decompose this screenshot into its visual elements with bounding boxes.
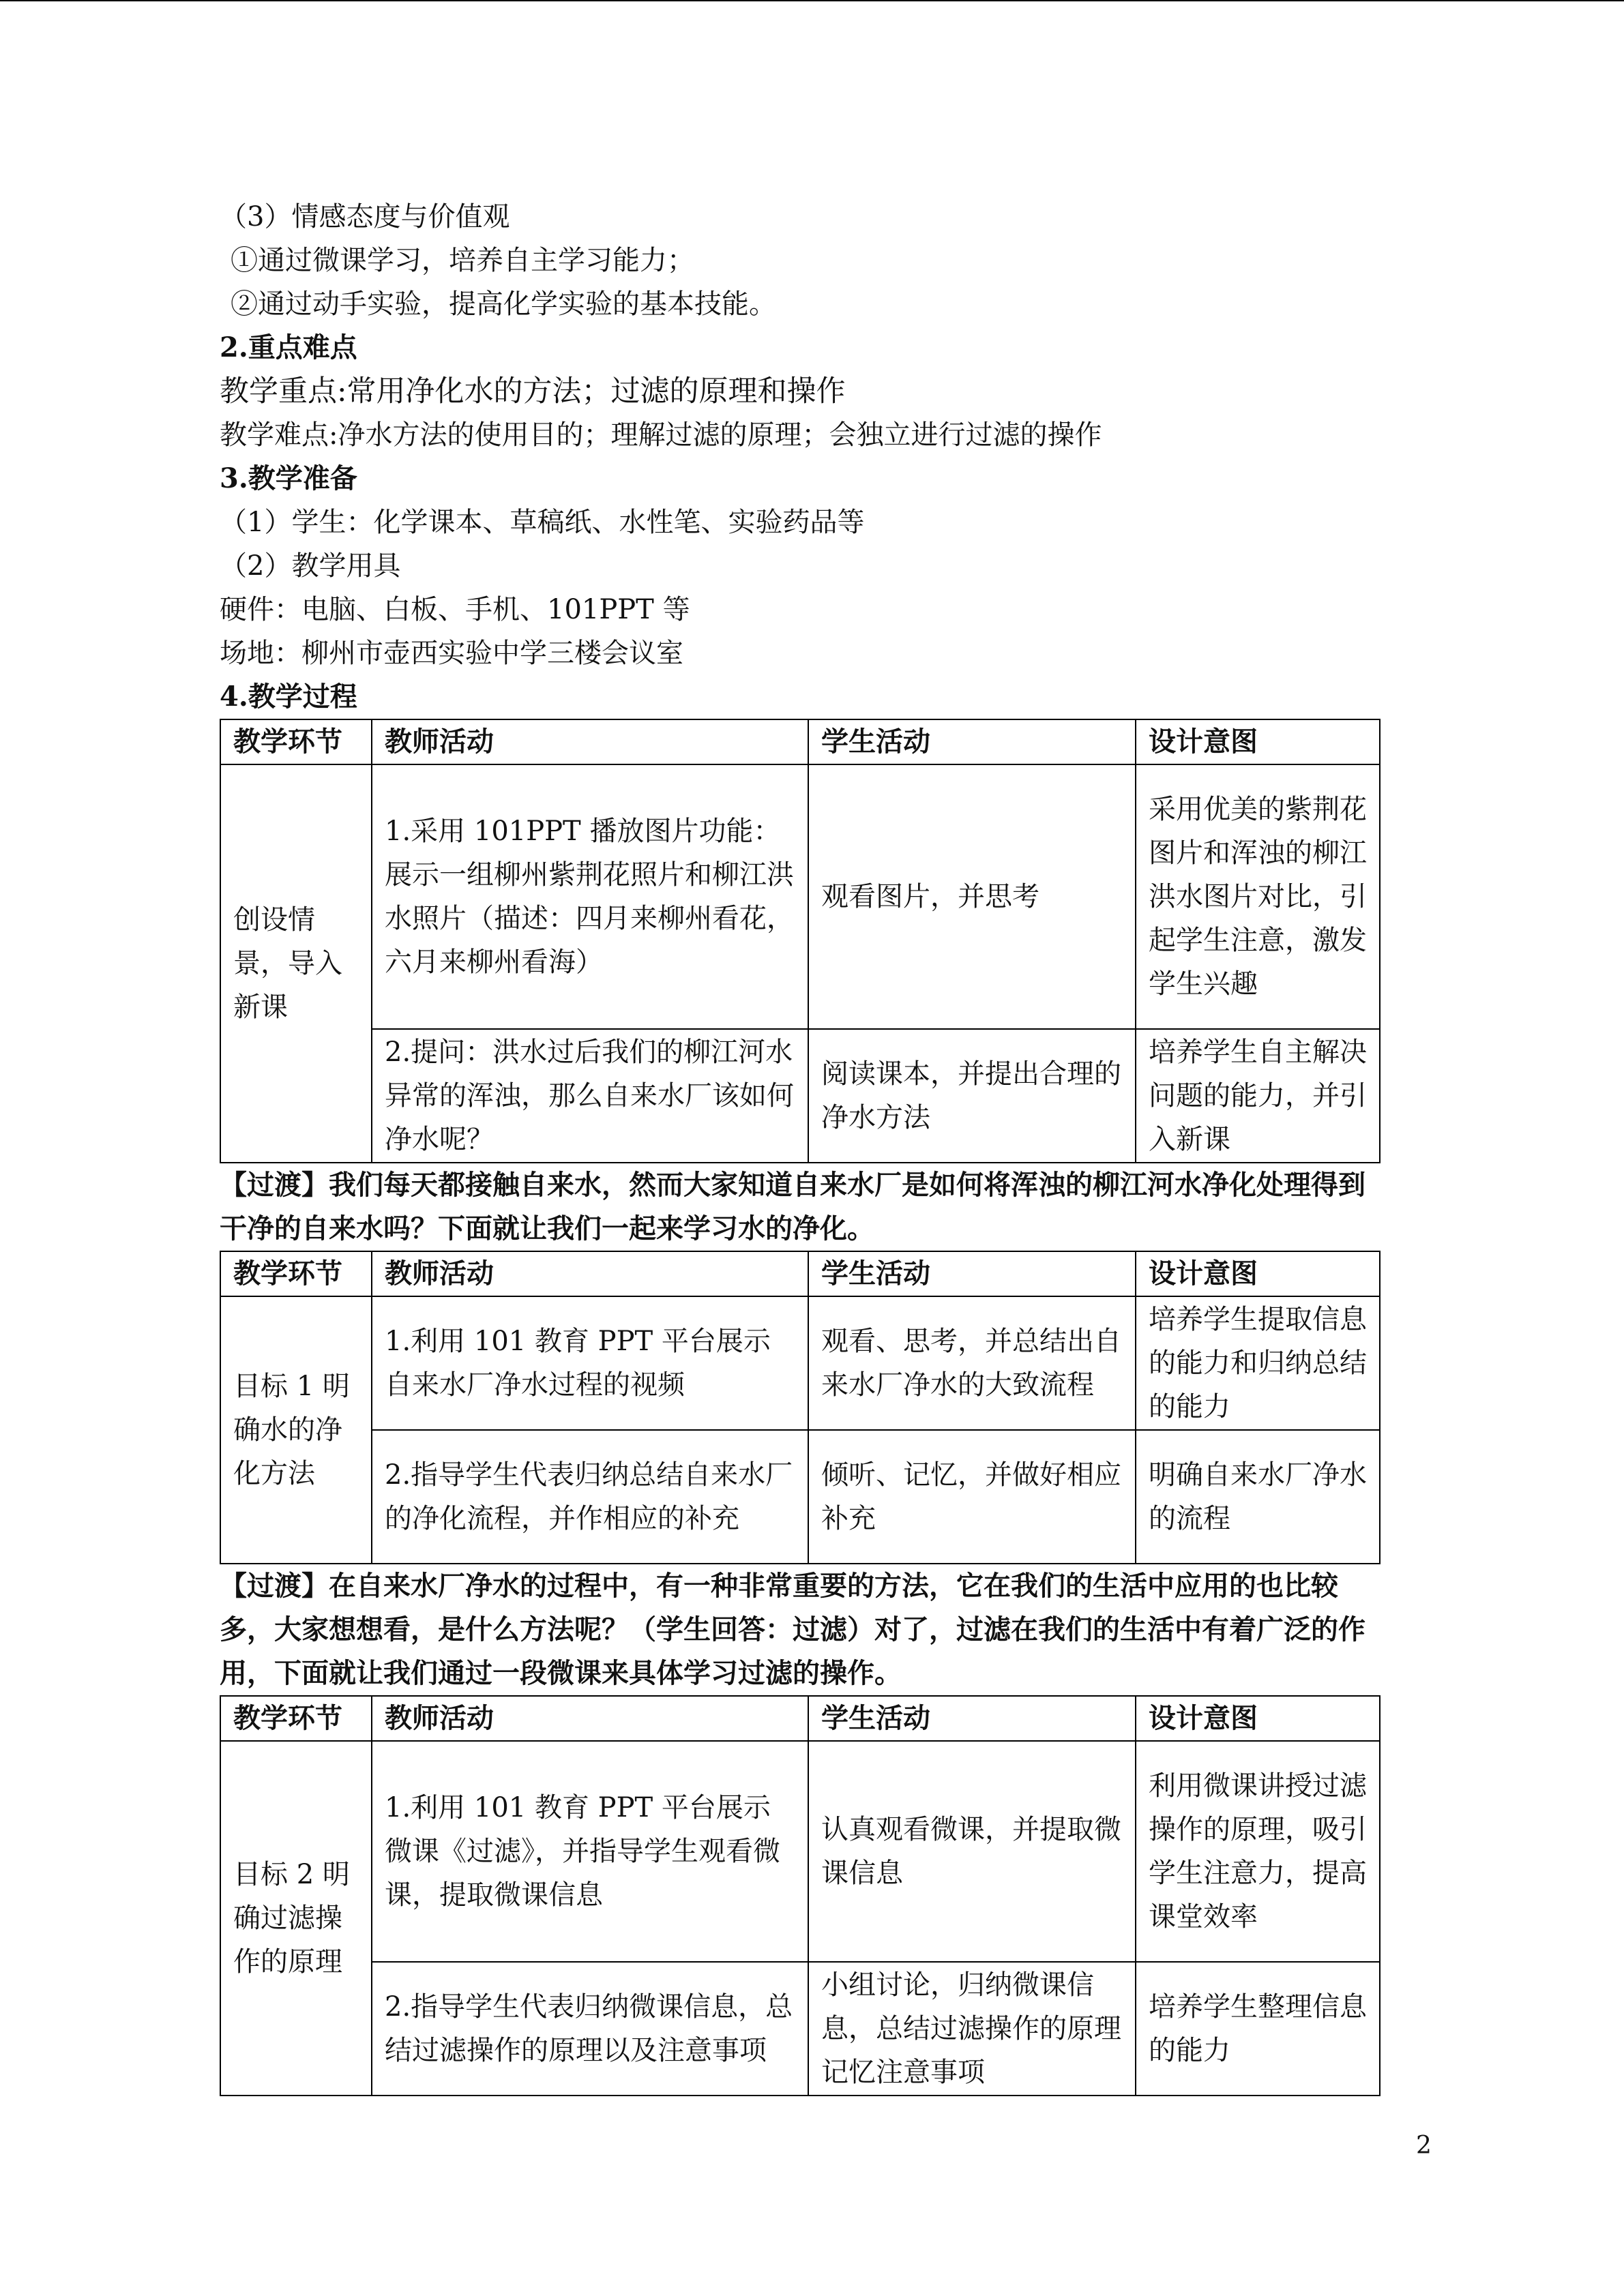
intent-cell: 明确自来水厂净水的流程 — [1136, 1430, 1380, 1564]
student-cell: 认真观看微课，并提取微课信息 — [808, 1741, 1136, 1962]
intent-cell: 培养学生整理信息的能力 — [1136, 1962, 1380, 2096]
header-teacher: 教师活动 — [372, 1251, 808, 1296]
table-header-row — [220, 1696, 1380, 1741]
table-row — [220, 1741, 1380, 1962]
teacher-cell: 2.指导学生代表归纳微课信息，总结过滤操作的原理以及注意事项 — [372, 1962, 808, 2096]
preparation-students: （1）学生：化学课本、草稿纸、水性笔、实验药品等 — [220, 507, 865, 538]
preparation-tools: （2）教学用具 — [220, 550, 401, 582]
header-stage: 教学环节 — [220, 1251, 372, 1296]
header-intent: 设计意图 — [1136, 1696, 1380, 1741]
intent-cell: 利用微课讲授过滤操作的原理，吸引学生注意力，提高课堂效率 — [1136, 1741, 1380, 1962]
teacher-cell: 1.利用 101 教育 PPT 平台展示自来水厂净水过程的视频 — [372, 1296, 808, 1430]
stage-cell: 目标 2 明确过滤操作的原理 — [220, 1741, 372, 2096]
teacher-cell: 1.利用 101 教育 PPT 平台展示微课《过滤》，并指导学生观看微课，提取微课信息 — [372, 1741, 808, 1962]
intent-cell: 培养学生提取信息的能力和归纳总结的能力 — [1136, 1296, 1380, 1430]
teaching-key-point: 教学重点:常用净化水的方法；过滤的原理和操作 — [220, 374, 846, 408]
teacher-cell: 1.采用 101PPT 播放图片功能：展示一组柳州紫荆花照片和柳江洪水照片（描述：四月来柳州看花，六月来柳州看海） — [372, 764, 808, 1029]
lesson-table-goal-1 — [220, 1251, 1381, 1564]
table-header-row — [220, 719, 1380, 764]
header-student: 学生活动 — [808, 719, 1136, 764]
table-row — [220, 1029, 1380, 1163]
teacher-cell: 2.提问：洪水过后我们的柳江河水异常的浑浊，那么自来水厂该如何净水呢？ — [372, 1029, 808, 1163]
transition-paragraph-2: 【过渡】在自来水厂净水的过程中，有一种非常重要的方法，它在我们的生活中应用的也比较多，大家想想看，是什么方法呢？（学生回答：过滤）对了，过滤在我们的生活中有着广泛的作用，下面就让我们通过一段微课来具体学习过滤的操作。 — [220, 1570, 1365, 1689]
intent-cell: 培养学生自主解决问题的能力，并引入新课 — [1136, 1029, 1380, 1163]
table-row — [220, 1430, 1380, 1564]
stage-cell: 目标 1 明确水的净化方法 — [220, 1296, 372, 1564]
preparation-venue: 场地：柳州市壶西实验中学三楼会议室 — [220, 638, 683, 669]
header-teacher: 教师活动 — [372, 1696, 808, 1741]
student-cell: 倾听、记忆，并做好相应补充 — [808, 1430, 1136, 1564]
page-number: 2 — [1416, 2132, 1432, 2160]
objective-item-2: ②通过动手实验，提高化学实验的基本技能。 — [231, 288, 776, 320]
objective-heading-3: （3）情感态度与价值观 — [220, 201, 510, 233]
header-stage: 教学环节 — [220, 1696, 372, 1741]
student-cell: 观看图片，并思考 — [808, 764, 1136, 1029]
student-cell: 阅读课本，并提出合理的净水方法 — [808, 1029, 1136, 1163]
lesson-table-intro — [220, 719, 1381, 1163]
section-heading-process: 4.教学过程 — [220, 681, 357, 713]
teaching-difficulty: 教学难点:净水方法的使用目的；理解过滤的原理；会独立进行过滤的操作 — [220, 419, 1102, 451]
header-student: 学生活动 — [808, 1696, 1136, 1741]
stage-cell: 创设情景，导入新课 — [220, 764, 372, 1163]
document-page — [220, 195, 1379, 2096]
student-cell: 小组讨论，归纳微课信息，总结过滤操作的原理记忆注意事项 — [808, 1962, 1136, 2096]
lesson-table-goal-2 — [220, 1695, 1381, 2096]
transition-paragraph-1: 【过渡】我们每天都接触自来水，然而大家知道自来水厂是如何将浑浊的柳江河水净化处理得到干净的自来水吗？下面就让我们一起来学习水的净化。 — [220, 1169, 1365, 1244]
header-student: 学生活动 — [808, 1251, 1136, 1296]
header-intent: 设计意图 — [1136, 1251, 1380, 1296]
preparation-hardware: 硬件：电脑、白板、手机、101PPT 等 — [220, 594, 690, 625]
header-teacher: 教师活动 — [372, 719, 808, 764]
intent-cell: 采用优美的紫荆花图片和浑浊的柳江洪水图片对比，引起学生注意，激发学生兴趣 — [1136, 764, 1380, 1029]
table-row — [220, 1296, 1380, 1430]
objective-item-1: ①通过微课学习，培养自主学习能力； — [231, 245, 694, 276]
header-stage: 教学环节 — [220, 719, 372, 764]
header-intent: 设计意图 — [1136, 719, 1380, 764]
page-top-border — [0, 0, 1624, 1]
student-cell: 观看、思考，并总结出自来水厂净水的大致流程 — [808, 1296, 1136, 1430]
table-row — [220, 764, 1380, 1029]
table-header-row — [220, 1251, 1380, 1296]
table-row — [220, 1962, 1380, 2096]
teacher-cell: 2.指导学生代表归纳总结自来水厂的净化流程，并作相应的补充 — [372, 1430, 808, 1564]
section-heading-preparation: 3.教学准备 — [220, 462, 357, 494]
section-heading-key-points: 2.重点难点 — [220, 331, 357, 363]
